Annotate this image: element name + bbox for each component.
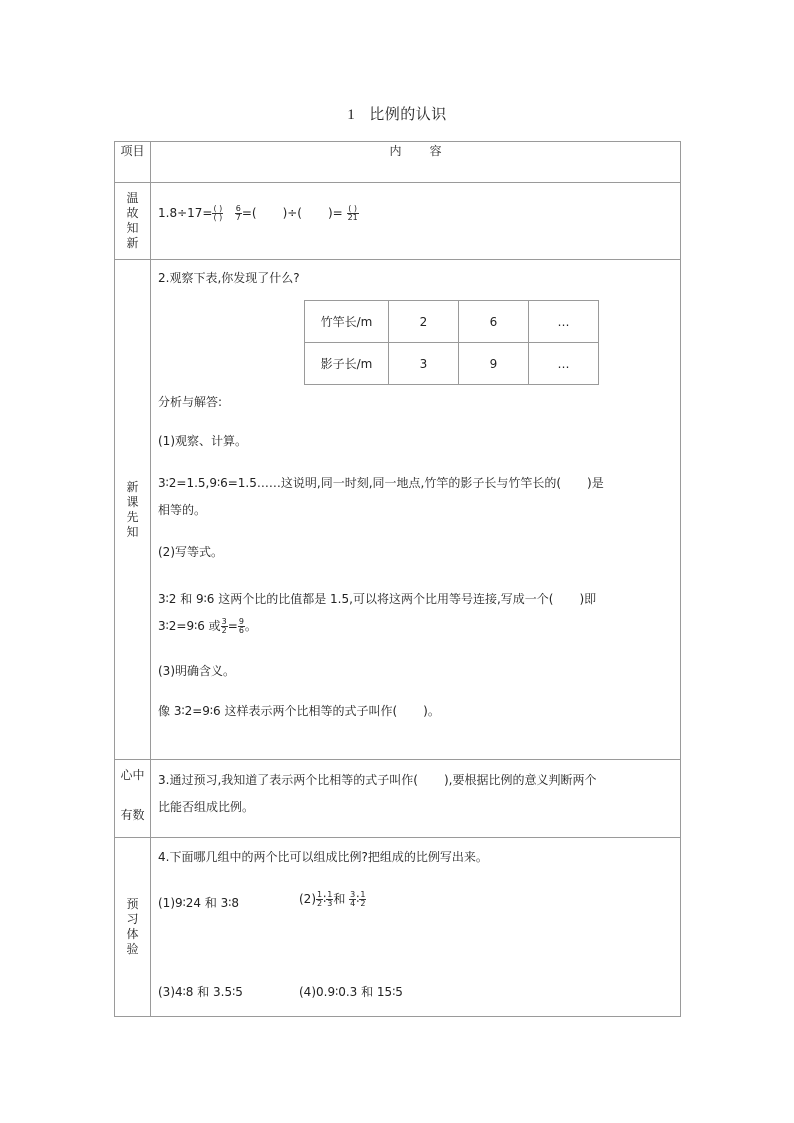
heart-text-1 xyxy=(158,771,596,788)
table-cell: 9 xyxy=(459,343,529,385)
fraction-denominator: 6 xyxy=(238,626,244,635)
heart-label xyxy=(115,760,151,838)
header-item: 项目 xyxy=(115,142,151,183)
text: 3∶2=9∶6 或 xyxy=(158,619,221,633)
practice-item-3: (3)4∶8 和 3.5∶5 xyxy=(158,985,243,999)
header-row xyxy=(115,142,681,183)
table-row xyxy=(305,301,599,343)
fraction-numerator: ( ) xyxy=(213,204,223,213)
practice-label-char: 验 xyxy=(126,942,139,956)
practice-label-char: 体 xyxy=(126,927,139,941)
review-text: 1.8÷17= xyxy=(158,206,213,220)
review-label-char: 新 xyxy=(126,236,139,250)
practice-label-char: 预 xyxy=(126,897,139,911)
text: 像 3∶2=9∶6 这样表示两个比相等的式子叫作( xyxy=(158,704,398,718)
step-2-text xyxy=(158,590,596,607)
text: 和 xyxy=(333,892,346,906)
table-cell: 2 xyxy=(389,301,459,343)
review-label xyxy=(115,183,151,260)
review-text: )= xyxy=(327,206,343,220)
question-4: 4.下面哪几组中的两个比可以组成比例?把组成的比例写出来。 xyxy=(158,850,488,864)
practice-content xyxy=(151,838,681,1017)
new-label-char: 新 xyxy=(126,479,139,494)
fraction xyxy=(221,618,228,635)
fraction-denominator: 2 xyxy=(221,626,227,635)
table-row xyxy=(305,343,599,385)
text: ∶ xyxy=(323,892,327,906)
fraction-numerator: 9 xyxy=(238,617,244,626)
worksheet-table xyxy=(114,141,681,1017)
new-lesson-label xyxy=(115,260,151,760)
fraction-numerator: 6 xyxy=(235,204,241,213)
text: )是 xyxy=(587,476,604,490)
heart-label-a: 心中 xyxy=(120,768,145,782)
analysis-heading: 分析与解答: xyxy=(158,395,223,409)
fraction-denominator: ( ) xyxy=(213,213,223,222)
step-1-text-cont: 相等的。 xyxy=(158,503,207,517)
table-cell: … xyxy=(529,343,599,385)
text: 3.通过预习,我知道了表示两个比相等的式子叫作( xyxy=(158,773,418,787)
question-2: 2.观察下表,你发现了什么? xyxy=(158,271,300,285)
review-label-char: 故 xyxy=(126,206,139,220)
fraction-denominator: 2 xyxy=(360,899,366,908)
fraction-numerator: 1 xyxy=(317,890,323,899)
fraction-denominator: 2 xyxy=(317,899,323,908)
table-cell: 竹竿长/m xyxy=(305,301,389,343)
page-title xyxy=(0,103,794,124)
text: ∶ xyxy=(356,892,360,906)
review-label-char: 温 xyxy=(126,191,139,205)
text: ),要根据比例的意义判断两个 xyxy=(443,773,597,787)
fraction-numerator: 1 xyxy=(360,890,366,899)
step-2-equation xyxy=(158,617,257,635)
text: 。 xyxy=(244,619,257,633)
new-label-char: 先 xyxy=(126,509,139,524)
step-2-heading: (2)写等式。 xyxy=(158,545,223,559)
fraction-denominator: 21 xyxy=(347,213,358,222)
new-label-char: 课 xyxy=(126,494,139,509)
text: 3∶2 和 9∶6 这两个比的比值都是 1.5,可以将这两个比用等号连接,写成一个( xyxy=(158,592,554,606)
review-row xyxy=(115,183,681,260)
review-text: )÷( xyxy=(282,206,302,220)
table-cell: 6 xyxy=(459,301,529,343)
review-label-char: 知 xyxy=(126,221,139,235)
review-content xyxy=(151,183,681,260)
review-fraction-1 xyxy=(212,205,223,222)
fraction-denominator: 4 xyxy=(350,899,356,908)
header-content xyxy=(151,142,681,183)
heart-text-2: 比能否组成比例。 xyxy=(158,800,255,814)
text: )即 xyxy=(579,592,597,606)
heart-label-b: 有数 xyxy=(120,808,145,822)
new-lesson-row xyxy=(115,260,681,760)
fraction-numerator: 3 xyxy=(350,890,356,899)
heart-content xyxy=(151,760,681,838)
text: 3∶2=1.5,9∶6=1.5……这说明,同一时刻,同一地点,竹竿的影子长与竹竿长的( xyxy=(158,476,562,490)
header-content-b: 容 xyxy=(429,144,442,158)
practice-row xyxy=(115,838,681,1017)
new-lesson-content xyxy=(151,260,681,760)
header-content-a: 内 xyxy=(389,144,402,158)
review-fraction-2 xyxy=(235,205,242,222)
practice-label xyxy=(115,838,151,1017)
text: = xyxy=(227,619,238,633)
table-cell: 3 xyxy=(389,343,459,385)
review-fraction-3 xyxy=(347,205,359,222)
practice-item-4: (4)0.9∶0.3 和 15∶5 xyxy=(299,985,403,999)
new-label-char: 知 xyxy=(126,524,139,539)
fraction-denominator: 3 xyxy=(327,899,333,908)
text: (2) xyxy=(299,892,316,906)
text: )。 xyxy=(423,704,440,718)
title-number: 1 xyxy=(347,107,356,123)
bamboo-shadow-table xyxy=(304,300,599,385)
step-3-heading: (3)明确含义。 xyxy=(158,664,235,678)
fraction-denominator: 7 xyxy=(235,213,241,222)
table-cell: 影子长/m xyxy=(305,343,389,385)
fraction xyxy=(359,891,366,908)
practice-item-2 xyxy=(299,890,366,908)
practice-item-1: (1)9∶24 和 3∶8 xyxy=(158,896,240,910)
step-1-heading: (1)观察、计算。 xyxy=(158,434,247,448)
fraction-numerator: 1 xyxy=(327,890,333,899)
review-text: =( xyxy=(241,206,257,220)
practice-label-char: 习 xyxy=(126,912,139,926)
fraction-numerator: ( ) xyxy=(348,204,358,213)
fraction-numerator: 3 xyxy=(221,617,227,626)
title-text: 比例的认识 xyxy=(369,105,447,123)
heart-row xyxy=(115,760,681,838)
fraction xyxy=(238,618,245,635)
table-cell: … xyxy=(529,301,599,343)
step-3-text xyxy=(158,702,440,719)
review-line xyxy=(158,205,359,222)
step-1-text xyxy=(158,474,604,491)
